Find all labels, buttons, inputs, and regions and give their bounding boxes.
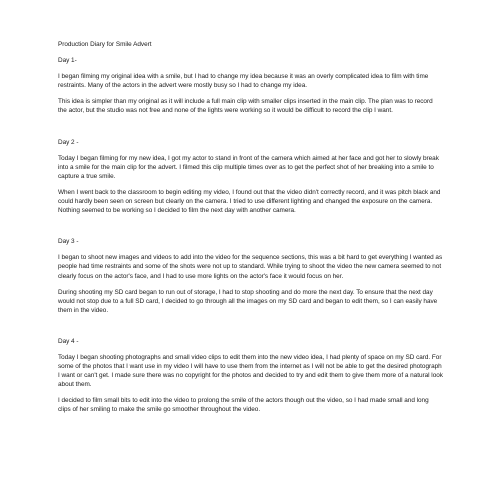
document-title: Production Diary for Smile Advert [58,41,152,48]
day-4-heading: Day 4 - [58,337,79,345]
day-4-paragraph-1: Today I began shooting photographs and small video clips to edit them into the new video idea, I had plenty of space on my SD card. For some of the photos that I want use in my video I will have to use them from the internet as I will not be able to get the desired photograph I want or can't get. I made sure there was no copyright for the photos and decided to try and edit them to give them more of a natural look about them. [58,353,443,389]
day-1-paragraph-1: I began filming my original idea with a smile, but I had to change my idea because it was an overly complicated idea to film with time restraints. Many of the actors in the advert were mostly busy so I had to change my idea. [58,73,429,90]
day-4-section [58,337,443,415]
day-1-heading: Day 1- [58,57,77,65]
day-1-paragraph-2: This idea is simpler than my original as it will include a full main clip with smaller clips inserted in the main clip. The plan was to record the actor, but the studio was not free and none of the lights were working so it would be difficult to record the clip I want. [58,98,433,115]
day-3-paragraph-1: I began to shoot new images and videos to add into the video for the sequence sections, this was a bit hard to get everything I wanted as people had time restraints and some of the shots were not up to standard. While trying to shoot the video the new camera seemed to not clearly focus on the actor's face, and I had to use more lights on the actor's face it would focus on her. [58,254,443,280]
day-1-section [58,56,443,115]
day-3-heading: Day 3 - [58,238,79,246]
day-2-paragraph-1: Today I began filming for my new idea, I got my actor to stand in front of the camera which aimed at her face and got her to slowly break into a smile for the main clip for the advert. I filmed this clip multiple times over as to get the perfect shot of her breaking into a smile to capture a true smile. [58,154,439,180]
day-4-paragraph-2: I decided to film small bits to edit into the video to prolong the smile of the actors though out the video, so I had made small and long clips of her smiling to make the smile go smoother throughout the video. [58,397,429,414]
day-3-paragraph-2: During shooting my SD card began to run out of storage, I had to stop shooting and do more the next day. To ensure that the next day would not stop due to a full SD card, I decided to go through all the images on my SD card and began to edit them, so I can easily have them in the video. [58,288,438,314]
day-2-heading: Day 2 - [58,138,79,146]
day-3-section [58,237,443,315]
section-spacer [58,322,443,337]
section-spacer [58,123,443,138]
day-2-section [58,138,443,216]
section-spacer [58,222,443,237]
diary-page [58,40,443,422]
day-2-paragraph-2: When I went back to the classroom to begin editing my video, I found out that the video didn't correctly record, and it was pitch black and could hardly been seen on screen but clearly on the camera. I tried to use different lighting and changed the exposure on the camera. Nothing seemed to be working so I decided to film the next day with another camera. [58,188,441,215]
